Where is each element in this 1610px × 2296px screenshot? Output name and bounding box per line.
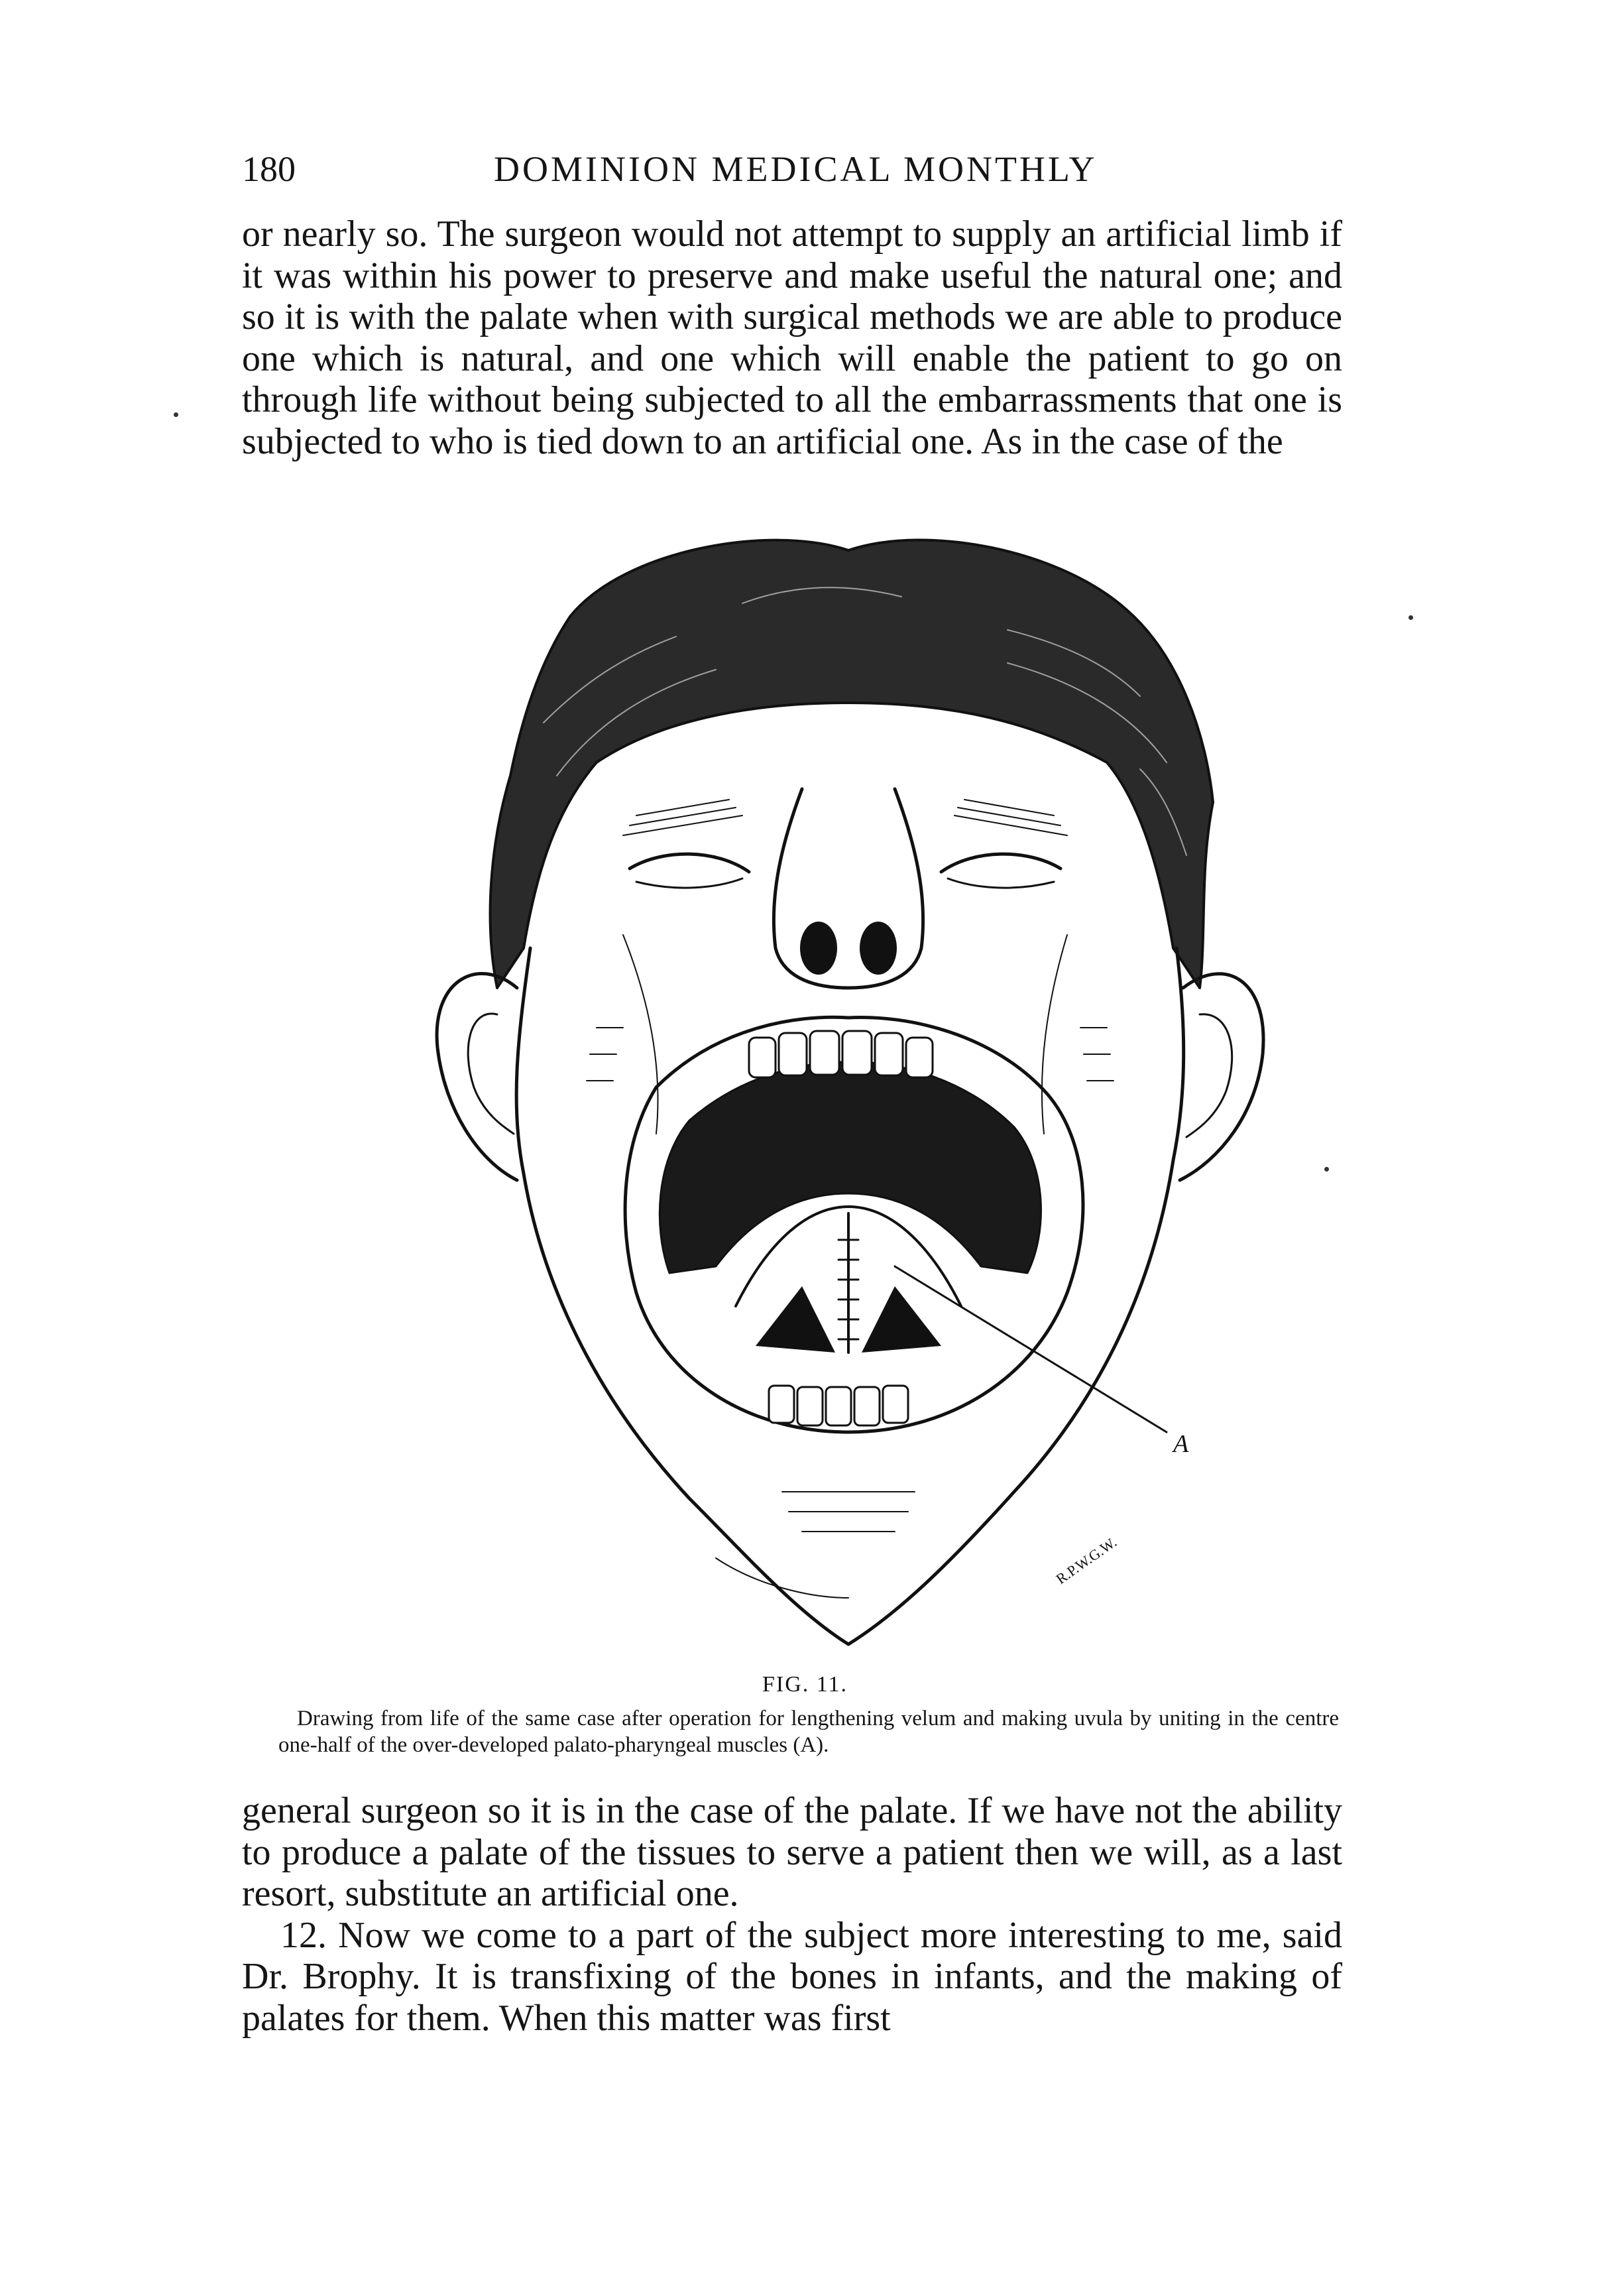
figure-caption: Drawing from life of the same case after operation for lengthening velum and making uvula by uniting in the centre one-half of the over-developed palato-pharyngeal muscles (A). xyxy=(278,1707,1339,1757)
pointer-line xyxy=(895,1266,1167,1432)
journal-title: DOMINION MEDICAL MONTHLY xyxy=(494,149,1098,189)
stray-mark xyxy=(1324,1167,1329,1172)
artist-signature: R.P.W.G.W. xyxy=(1053,1534,1120,1588)
running-head xyxy=(242,143,1342,196)
stray-mark xyxy=(174,412,178,417)
left-eye xyxy=(630,854,749,872)
paragraph-continuation: general surgeon so it is in the case of the palate. If we have not the ability to produce a palate of the tissues to serve a patient then we will, as a last resort, substitute an artificial one. xyxy=(242,1790,1342,1914)
right-eye xyxy=(941,854,1061,872)
stray-mark xyxy=(1409,615,1413,620)
paragraph-12: 12. Now we come to a part of the subject more interesting to me, said Dr. Brophy. It is transfixing of the bones in infants, and the making of palates for them. When this matter was first xyxy=(242,1914,1342,2039)
hair xyxy=(490,540,1213,988)
figure-illustration xyxy=(345,524,1306,1664)
right-ear xyxy=(1180,974,1263,1180)
face-drawing xyxy=(345,524,1306,1664)
body-text-top xyxy=(242,213,1342,462)
lower-teeth xyxy=(769,1386,908,1425)
nose xyxy=(774,789,923,988)
paragraph-top: or nearly so. The surgeon would not attempt to supply an artificial limb if it was within his power to preserve and make useful the natural one; and so it is with the palate when with surgical methods we are able to produce one which is natural, and one which will enable the patient to go on through life without being subjected to all the embarrassments that one is subjected to who is tied down to an artificial one. As in the case of the xyxy=(242,213,1342,462)
figure-label: FIG. 11. xyxy=(762,1672,848,1697)
body-text-bottom xyxy=(242,1790,1342,2039)
left-ear xyxy=(437,973,517,1180)
annotation-letter: A xyxy=(1173,1430,1189,1458)
page-number: 180 xyxy=(242,149,296,189)
